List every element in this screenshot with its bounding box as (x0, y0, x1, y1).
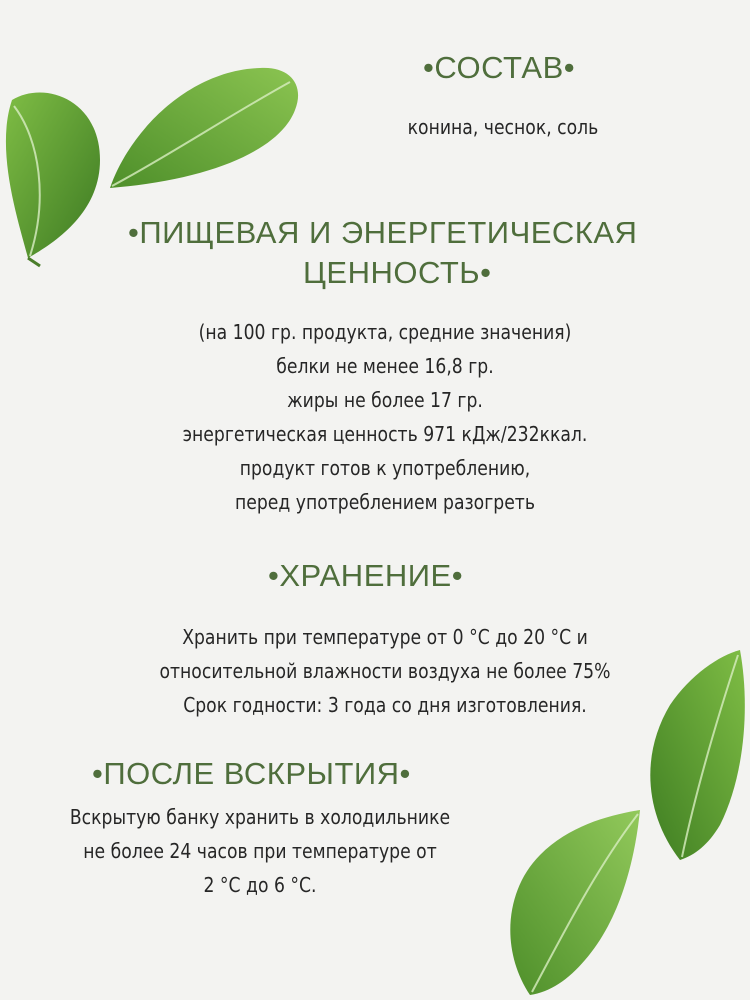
nutrition-line: жиры не более 17 гр. (287, 388, 483, 412)
after-opening-title: •ПОСЛЕ ВСКРЫТИЯ• (92, 756, 411, 791)
storage-line: Хранить при температуре от 0 °С до 20 °С и (182, 625, 588, 649)
nutrition-details (112, 315, 658, 519)
composition-text: конина, чеснок, соль (407, 115, 599, 139)
storage-line: Срок годности: 3 года со дня изготовления. (183, 693, 587, 717)
nutrition-line: (на 100 гр. продукта, средние значения) (198, 320, 572, 344)
after-opening-line: 2 °С до 6 °С. (203, 873, 317, 897)
nutrition-line: перед употреблением разогреть (235, 490, 535, 514)
storage-title: •ХРАНЕНИЕ• (268, 558, 464, 593)
leaf-icon-bottom (500, 800, 645, 1000)
storage-line: относительной влажности воздуха не более 75% (159, 659, 611, 683)
nutrition-title-line1: •ПИЩЕВАЯ И ЭНЕРГЕТИЧЕСКАЯ (128, 215, 638, 250)
nutrition-line: продукт готов к употреблению, (239, 456, 531, 480)
nutrition-title-line2: ЦЕННОСТЬ• (303, 255, 492, 290)
nutrition-line: белки не менее 16,8 гр. (276, 354, 494, 378)
after-opening-details (46, 800, 474, 902)
after-opening-line: не более 24 часов при температуре от (83, 839, 437, 863)
nutrition-line: энергетическая ценность 971 кДж/232ккал. (182, 422, 588, 446)
storage-details (95, 620, 675, 722)
after-opening-line: Вскрытую банку хранить в холодильнике (69, 805, 451, 829)
composition-title: •СОСТАВ• (423, 50, 576, 85)
leaf-icon-top-center (100, 60, 305, 195)
